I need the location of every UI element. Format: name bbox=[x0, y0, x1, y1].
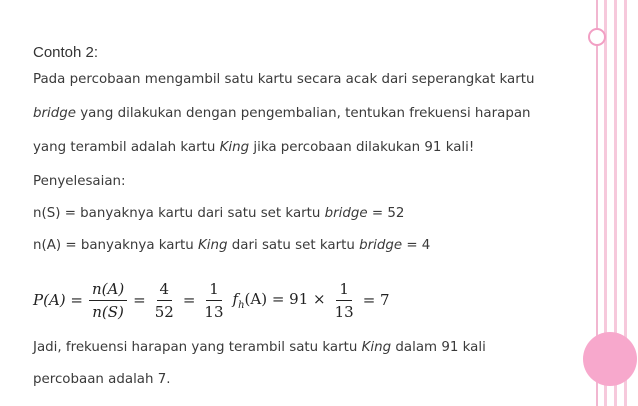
fraction-1-over-13-b: $\frac{1}{13}$ bbox=[334, 279, 354, 321]
definition-nA: n(A) = banyaknya kartu King dari satu set kartu bridge = 4 bbox=[33, 238, 431, 253]
decorative-circle-small bbox=[588, 28, 606, 46]
problem-line-2: bridge yang dilakukan dengan pengembalian, tentukan frekuensi harapan bbox=[33, 106, 531, 121]
fraction-nA-over-nS: $\frac{n(A)}{n(S)}$ bbox=[89, 280, 127, 321]
conclusion-line-2: percobaan adalah 7. bbox=[33, 372, 171, 387]
formula-result: = 7 bbox=[362, 291, 390, 309]
expected-frequency: $f_h(A) = 91$ × bbox=[232, 289, 326, 311]
slide-title: Contoh 2: bbox=[33, 44, 99, 61]
conclusion-line-1: Jadi, frekuensi harapan yang terambil satu kartu King dalam 91 kali bbox=[33, 340, 486, 355]
probability-formula: P(A) = $\frac{n(A)}{n(S)}$ = $\frac{4}{52}$ = $\frac{1}{13}$ $f_h(A) = 91$ × $\frac{1}{13}$ = 7 bbox=[33, 279, 390, 321]
fraction-4-over-52: $\frac{4}{52}$ bbox=[154, 279, 174, 321]
decorative-circle-large bbox=[583, 332, 637, 386]
problem-line-1: Pada percobaan mengambil satu kartu secara acak dari seperangkat kartu bbox=[33, 72, 535, 87]
definition-nS: n(S) = banyaknya kartu dari satu set kartu bridge = 52 bbox=[33, 206, 405, 221]
solution-label: Penyelesaian: bbox=[33, 174, 126, 189]
fraction-1-over-13: $\frac{1}{13}$ bbox=[204, 279, 224, 321]
problem-line-3: yang terambil adalah kartu King jika percobaan dilakukan 91 kali! bbox=[33, 140, 475, 155]
formula-lhs: P(A) = bbox=[33, 291, 83, 309]
